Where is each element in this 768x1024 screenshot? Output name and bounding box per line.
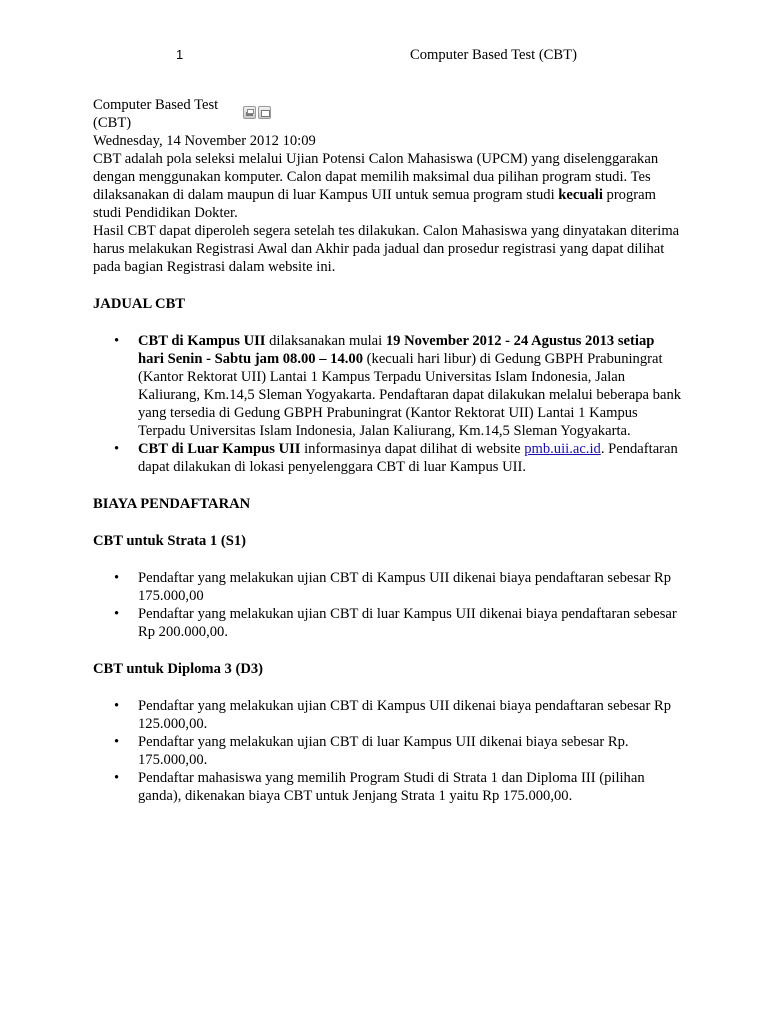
article-actions (243, 106, 271, 119)
item-bold: CBT di Kampus UII (138, 333, 266, 349)
article-date: Wednesday, 14 November 2012 10:09 (93, 133, 316, 149)
item-text: . Pendaftaran dapat dilakukan di lokasi penyelenggara CBT di luar Kampus UII. (138, 441, 678, 475)
print-icon[interactable] (243, 106, 256, 119)
document-body (93, 96, 683, 805)
list-item: • Pendaftar yang melakukan ujian CBT di Kampus UII dikenai biaya pendaftaran sebesar Rp 175.000,00 (93, 569, 683, 605)
item-bold-dates: 19 November 2012 - 24 Agustus 2013 setiap hari Senin - Sabtu jam 08.00 – 14.00 (138, 333, 655, 367)
intro-text-a: CBT adalah pola seleksi melalui Ujian Potensi Calon Mahasiswa (UPCM) yang diselenggarakan dengan menggunakan komputer. Calon dapat memilih maksimal dua pilihan program studi. Tes dilaksanakan di dalam maupun di luar Kampus UII untuk semua program studi (93, 151, 659, 203)
item-text: informasinya dapat dilihat di website (300, 441, 525, 457)
article-title: Computer Based Test (CBT) (93, 97, 219, 131)
heading-d3: CBT untuk Diploma 3 (D3) (93, 661, 264, 677)
pmb-link[interactable]: pmb.uii.ac.id (524, 441, 601, 457)
item-text: dilaksanakan mulai (265, 333, 386, 349)
running-header: Computer Based Test (CBT) (410, 47, 577, 63)
heading-jadual: JADUAL CBT (93, 296, 186, 312)
list-item: • Pendaftar mahasiswa yang memilih Program Studi di Strata 1 dan Diploma III (pilihan ganda), dikenakan biaya CBT untuk Jenjang Strata 1 yaitu Rp 175.000,00. (93, 769, 683, 805)
list-item: • Pendaftar yang melakukan ujian CBT di Kampus UII dikenai biaya pendaftaran sebesar Rp 125.000,00. (93, 697, 683, 733)
email-icon[interactable] (258, 106, 271, 119)
intro-text-b: program studi Pendidikan Dokter. (93, 187, 656, 221)
list-item: • Pendaftar yang melakukan ujian CBT di luar Kampus UII dikenai biaya sebesar Rp. 175.000,00. (93, 733, 683, 769)
intro-paragraph-1 (93, 150, 683, 222)
list-item (93, 332, 683, 440)
heading-s1: CBT untuk Strata 1 (S1) (93, 533, 246, 549)
list-item (93, 440, 683, 476)
item-bold: CBT di Luar Kampus UII (138, 441, 301, 457)
intro-paragraph-2: Hasil CBT dapat diperoleh segera setelah tes dilakukan. Calon Mahasiswa yang dinyatakan diterima harus melakukan Registrasi Awal dan Akhir pada jadual dan prosedur registrasi yang dapat dilihat pada bagian Registrasi dalam website ini. (93, 223, 680, 275)
intro-bold-kecuali: kecuali (558, 187, 603, 203)
article-title-row (93, 96, 683, 132)
item-text: (kecuali hari libur) di Gedung GBPH Prabuningrat (Kantor Rektorat UII) Lantai 1 Kampus Terpadu Universitas Islam Indonesia, Jalan Kaliurang, Km.14,5 Sleman Yogyakarta. Pendaftaran dapat dilakukan melalui beberapa bank yang tersedia di Gedung GBPH Prabuningrat (Kantor Rektorat UII) Lantai 1 Kampus Terpadu Universitas Islam Indonesia, Jalan Kaliurang, Km.14,5 Sleman Yogyakarta. (138, 351, 682, 439)
list-item: • Pendaftar yang melakukan ujian CBT di luar Kampus UII dikenai biaya pendaftaran sebesar Rp 200.000,00. (93, 605, 683, 641)
jadual-list (93, 332, 683, 476)
page-number: 1 (176, 47, 184, 62)
s1-list (93, 569, 683, 641)
heading-biaya: BIAYA PENDAFTARAN (93, 496, 251, 512)
d3-list (93, 697, 683, 805)
